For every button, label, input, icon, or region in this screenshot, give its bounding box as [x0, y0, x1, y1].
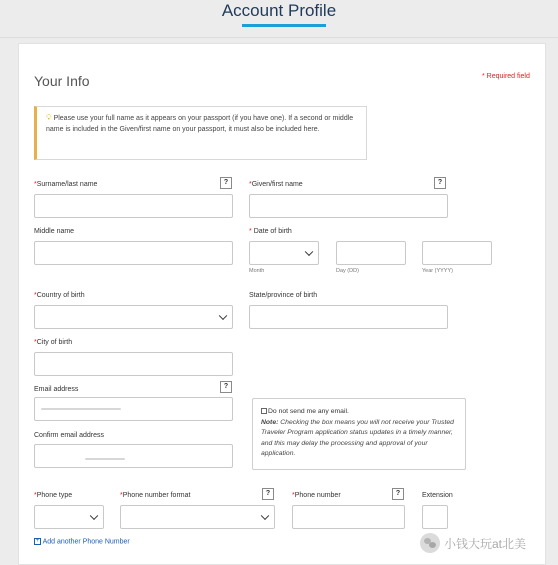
plus-icon: + [35, 538, 40, 544]
note-label: Note: [261, 418, 279, 426]
required-star: * [34, 292, 37, 299]
required-star: * [34, 339, 37, 346]
day-hint: Day (DD) [336, 268, 359, 274]
chevron-down-icon [90, 512, 98, 520]
required-star: * [34, 492, 37, 499]
phone-format-label-text: Phone number format [122, 492, 191, 499]
phone-format-label [120, 492, 190, 499]
given-name-input[interactable] [249, 194, 448, 218]
note-text: Checking the box means you will not receive your Trusted Traveler Program application status updates in a timely manner, and this may delay the processing and approval of your application. [261, 418, 454, 457]
lightbulb-icon: 💡︎ [46, 113, 52, 122]
phone-number-help-icon[interactable]: ? [392, 488, 404, 500]
required-star: * [34, 181, 37, 188]
dob-year-input[interactable] [422, 241, 492, 265]
dob-label-text: Date of birth [253, 228, 292, 235]
required-field-note: * Required field [482, 73, 530, 80]
section-title: Your Info [34, 73, 90, 89]
extension-input[interactable] [422, 505, 448, 529]
no-email-checkbox-label: Do not send me any email. [268, 408, 349, 415]
notice-text: Please use your full name as it appears on your passport (if you have one). If a second or middle name is included in the Given/first name on your passport, it must also be included here. [46, 115, 354, 133]
middle-name-label: Middle name [34, 228, 75, 235]
dob-day-input[interactable] [336, 241, 406, 265]
surname-label-text: Surname/last name [36, 181, 98, 188]
watermark-text: 小钱大玩at北美 [444, 536, 527, 551]
surname-label [34, 181, 97, 188]
city-of-birth-label-text: City of birth [36, 339, 73, 346]
email-opt-out-box [252, 398, 466, 470]
country-of-birth-select[interactable] [34, 305, 233, 329]
city-of-birth-label [34, 339, 72, 346]
month-hint: Month [249, 268, 265, 274]
phone-type-label [34, 492, 72, 499]
add-phone-number-link[interactable] [34, 538, 130, 545]
given-name-help-icon[interactable]: ? [434, 177, 446, 189]
title-underline [242, 24, 326, 27]
page-title: Account Profile [221, 1, 337, 20]
state-of-birth-label: State/province of birth [249, 292, 318, 299]
phone-number-label-text: Phone number [294, 492, 341, 499]
required-star: * [249, 181, 252, 188]
email-label: Email address [34, 386, 79, 393]
country-of-birth-label-text: Country of birth [36, 292, 85, 299]
phone-type-label-text: Phone type [36, 492, 73, 499]
surname-input[interactable] [34, 194, 233, 218]
phone-type-select[interactable] [34, 505, 104, 529]
add-phone-label: Add another Phone Number [42, 538, 130, 546]
watermark [420, 533, 526, 553]
extension-label: Extension [422, 492, 453, 499]
confirm-email-label: Confirm email address [34, 432, 105, 439]
state-of-birth-input[interactable] [249, 305, 448, 329]
required-star: * [292, 492, 295, 499]
email-help-icon[interactable]: ? [220, 381, 232, 393]
given-name-label-text: Given/first name [251, 181, 303, 188]
redacted-value [41, 408, 121, 410]
no-email-checkbox[interactable] [261, 408, 267, 414]
middle-name-input[interactable] [34, 241, 233, 265]
required-star: * [249, 228, 252, 235]
email-opt-out-row[interactable] [261, 407, 458, 418]
year-hint: Year (YYYY) [422, 268, 453, 274]
phone-format-select[interactable] [120, 505, 275, 529]
chevron-down-icon [305, 248, 313, 256]
dob-month-select[interactable] [249, 241, 319, 265]
phone-number-label [292, 492, 341, 499]
phone-format-help-icon[interactable]: ? [262, 488, 274, 500]
confirm-email-input[interactable] [34, 444, 233, 468]
wechat-icon [420, 533, 440, 553]
country-of-birth-label [34, 292, 85, 299]
email-opt-out-note [261, 418, 458, 460]
chevron-down-icon [219, 312, 227, 320]
city-of-birth-input[interactable] [34, 352, 233, 376]
chevron-down-icon [261, 512, 269, 520]
required-star: * [120, 492, 123, 499]
phone-number-input[interactable] [292, 505, 405, 529]
email-input[interactable] [34, 397, 233, 421]
given-name-label [249, 181, 303, 188]
dob-label [249, 228, 292, 235]
surname-help-icon[interactable]: ? [220, 177, 232, 189]
passport-name-notice [34, 106, 367, 160]
redacted-value [85, 458, 125, 460]
